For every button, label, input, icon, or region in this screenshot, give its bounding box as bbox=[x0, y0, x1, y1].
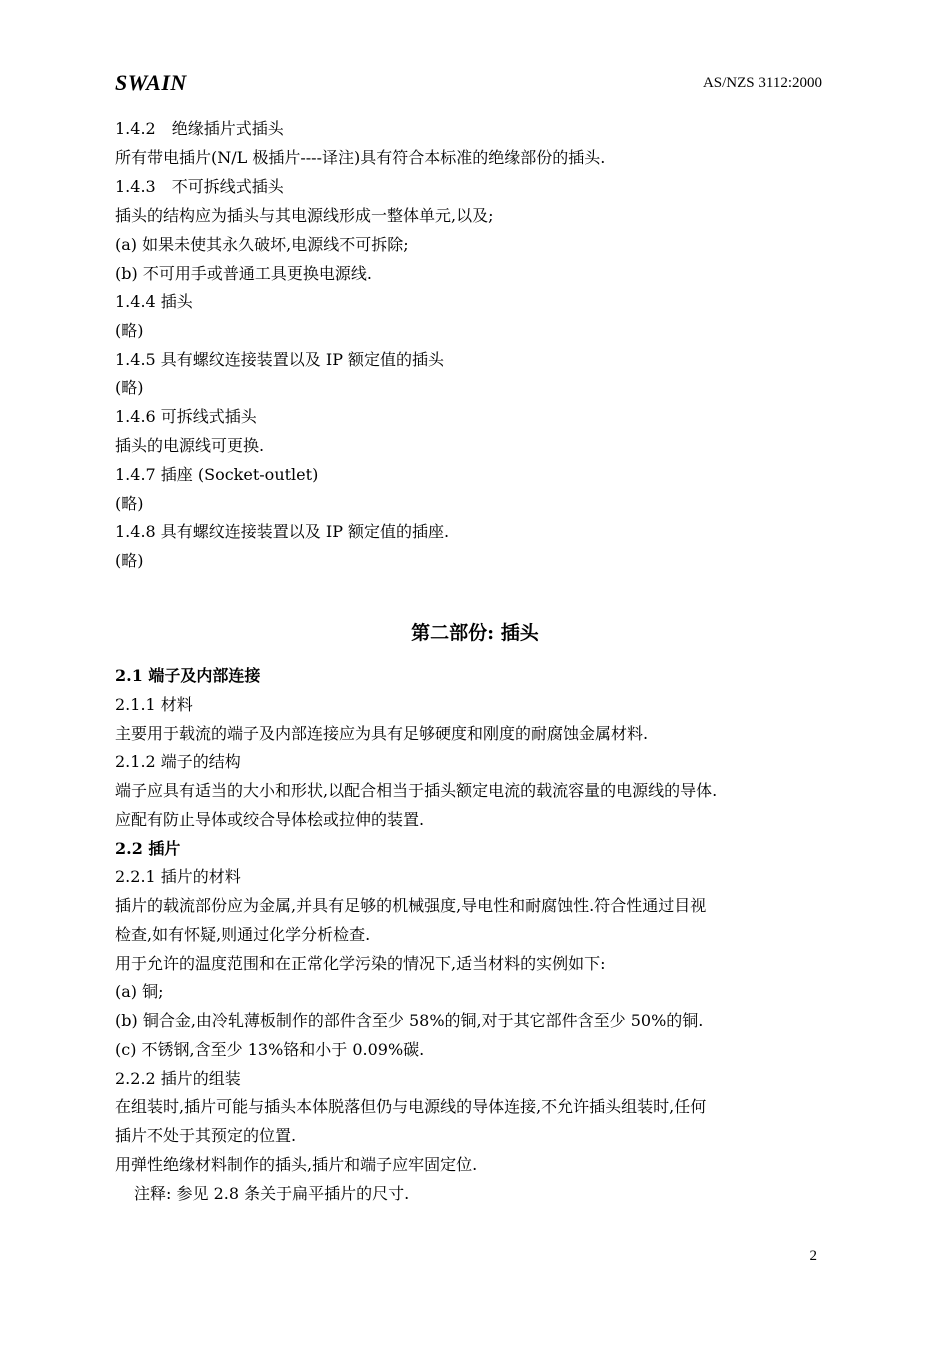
list-item: (c) 不锈钢,含至少 13%铬和小于 0.09%碳. bbox=[115, 1040, 425, 1059]
body-text: 插片不处于其预定的位置. bbox=[115, 1126, 297, 1145]
section-heading: 2.1 端子及内部连接 bbox=[115, 666, 261, 685]
body-text: 在组装时,插片可能与插头本体脱落但仍与电源线的导体连接,不允许插头组装时,任何 bbox=[115, 1097, 707, 1116]
body-text: (略) bbox=[115, 494, 144, 513]
body-text: 应配有防止导体或绞合导体桧或拉伸的装置. bbox=[115, 810, 425, 829]
brand-logo: SWAIN bbox=[115, 70, 187, 95]
clause-heading: 2.1.1 材料 bbox=[115, 695, 193, 714]
body-text: 检查,如有怀疑,则通过化学分析检查. bbox=[115, 925, 371, 944]
list-item: (b) 不可用手或普通工具更换电源线. bbox=[115, 264, 372, 283]
list-item: (b) 铜合金,由冷轧薄板制作的部件含至少 58%的铜,对于其它部件含至少 50%的铜. bbox=[115, 1011, 704, 1030]
clause-heading: 2.2.2 插片的组装 bbox=[115, 1069, 241, 1088]
body-text: (略) bbox=[115, 551, 144, 570]
clause-heading: 1.4.6 可拆线式插头 bbox=[115, 407, 257, 426]
part-title: 第二部份: 插头 bbox=[411, 622, 539, 644]
clause-heading: 1.4.4 插头 bbox=[115, 292, 193, 311]
body-text: 插头的电源线可更换. bbox=[115, 436, 265, 455]
body-text: 用于允许的温度范围和在正常化学污染的情况下,适当材料的实例如下: bbox=[115, 954, 606, 973]
body-text: 端子应具有适当的大小和形状,以配合相当于插头额定电流的载流容量的电源线的导体. bbox=[115, 781, 718, 800]
page-number: 2 bbox=[809, 1248, 817, 1264]
clause-heading: 1.4.7 插座 (Socket-outlet) bbox=[115, 465, 319, 484]
body-text: 用弹性绝缘材料制作的插头,插片和端子应牢固定位. bbox=[115, 1155, 478, 1174]
clause-heading: 1.4.8 具有螺纹连接装置以及 IP 额定值的插座. bbox=[115, 522, 450, 541]
clause-heading: 1.4.5 具有螺纹连接装置以及 IP 额定值的插头 bbox=[115, 350, 445, 369]
body-text: 所有带电插片(N/L 极插片----译注)具有符合本标准的绝缘部份的插头. bbox=[115, 148, 606, 167]
list-item: (a) 如果未使其永久破坏,电源线不可拆除; bbox=[115, 235, 409, 254]
clause-heading: 1.4.2 绝缘插片式插头 bbox=[115, 119, 284, 138]
body-text: (略) bbox=[115, 321, 144, 340]
standard-number: AS/NZS 3112:2000 bbox=[702, 75, 822, 91]
list-item: (a) 铜; bbox=[115, 982, 164, 1001]
body-text: 插片的载流部份应为金属,并具有足够的机械强度,导电性和耐腐蚀性.符合性通过目视 bbox=[115, 896, 707, 915]
body-text: 插头的结构应为插头与其电源线形成一整体单元,以及; bbox=[115, 206, 494, 225]
page-header bbox=[115, 70, 822, 98]
clause-heading: 1.4.3 不可拆线式插头 bbox=[115, 177, 284, 196]
body-text: 主要用于载流的端子及内部连接应为具有足够硬度和刚度的耐腐蚀金属材料. bbox=[115, 724, 649, 743]
clause-heading: 2.2.1 插片的材料 bbox=[115, 867, 241, 886]
section-heading: 2.2 插片 bbox=[115, 839, 181, 858]
body-text: (略) bbox=[115, 378, 144, 397]
note-text: 注释: 参见 2.8 条关于扁平插片的尺寸. bbox=[134, 1184, 410, 1203]
clause-heading: 2.1.2 端子的结构 bbox=[115, 752, 241, 771]
